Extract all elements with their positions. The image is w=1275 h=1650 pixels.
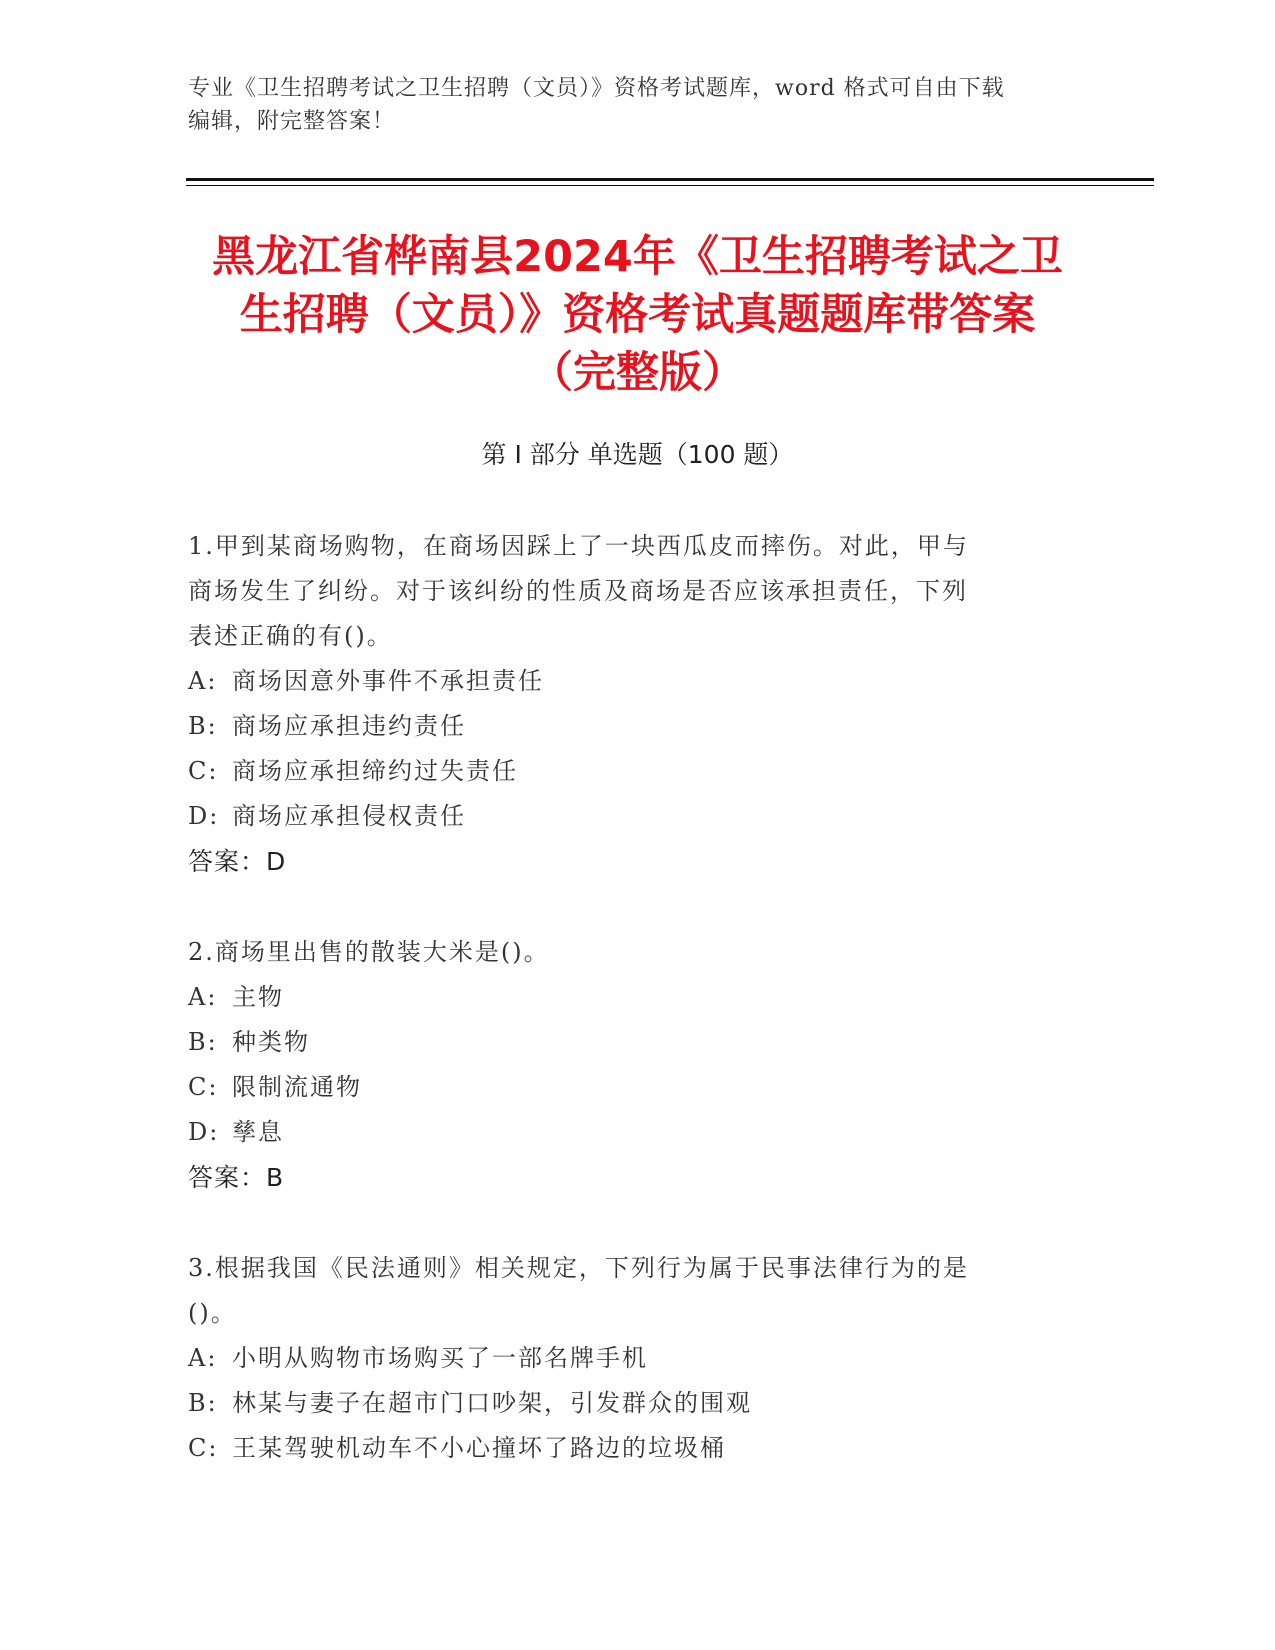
option-a (188, 1336, 1068, 1381)
option-a (188, 659, 1068, 704)
option-key: D: (188, 802, 220, 830)
option-d (188, 1110, 1068, 1155)
option-c (188, 1065, 1068, 1110)
option-key: A: (188, 983, 218, 1011)
question-3 (188, 1246, 1068, 1471)
section-heading: 第 I 部分 单选题（100 题） (481, 440, 794, 469)
option-a (188, 975, 1068, 1020)
option-b (188, 1020, 1068, 1065)
title-line-1: 黑龙江省桦南县2024年《卫生招聘考试之卫 (212, 232, 1063, 282)
option-key: C: (188, 1434, 219, 1462)
header-divider-thin (186, 185, 1154, 186)
title-line-3: （完整版） (530, 348, 745, 398)
option-key: B: (188, 1028, 218, 1056)
option-key: A: (188, 1344, 218, 1372)
question-stem-line: ()。 (188, 1299, 237, 1327)
option-key: C: (188, 1073, 219, 1101)
option-text: 商场应承担缔约过失责任 (232, 757, 518, 785)
header-note-line-1: 专业《卫生招聘考试之卫生招聘（文员）》资格考试题库，word 格式可自由下载 (188, 76, 1005, 101)
option-b (188, 1381, 1068, 1426)
document-title (150, 228, 1125, 402)
question-answer: 答案：B (188, 1163, 285, 1192)
question-1 (188, 524, 1068, 884)
option-text: 王某驾驶机动车不小心撞坏了路边的垃圾桶 (232, 1434, 726, 1462)
option-text: 小明从购物市场购买了一部名牌手机 (232, 1344, 648, 1372)
option-text: 商场应承担侵权责任 (232, 802, 466, 830)
header-note (188, 72, 1088, 138)
option-text: 商场应承担违约责任 (232, 712, 466, 740)
question-stem-line: 2.商场里出售的散装大米是()。 (188, 938, 550, 966)
option-text: 种类物 (232, 1028, 310, 1056)
option-b (188, 704, 1068, 749)
header-note-line-2: 编辑，附完整答案！ (188, 109, 396, 134)
option-key: A: (188, 667, 218, 695)
question-2 (188, 930, 1068, 1200)
option-key: D: (188, 1118, 220, 1146)
question-stem-line: 1.甲到某商场购物，在商场因踩上了一块西瓜皮而摔伤。对此，甲与 (188, 532, 969, 560)
header-divider-thick (186, 178, 1154, 181)
question-stem-line: 3.根据我国《民法通则》相关规定，下列行为属于民事法律行为的是 (188, 1254, 969, 1282)
question-stem-line: 表述正确的有()。 (188, 622, 393, 650)
option-text: 主物 (232, 983, 284, 1011)
title-line-2: 生招聘（文员）》资格考试真题题库带答案 (239, 290, 1036, 340)
option-key: B: (188, 1389, 218, 1417)
option-c (188, 749, 1068, 794)
option-text: 孳息 (232, 1118, 284, 1146)
question-stem-line: 商场发生了纠纷。对于该纠纷的性质及商场是否应该承担责任，下列 (188, 577, 968, 605)
question-answer: 答案：D (188, 847, 287, 876)
option-key: B: (188, 712, 218, 740)
option-d (188, 794, 1068, 839)
option-c (188, 1426, 1068, 1471)
option-text: 商场因意外事件不承担责任 (232, 667, 544, 695)
option-text: 林某与妻子在超市门口吵架，引发群众的围观 (232, 1389, 752, 1417)
option-text: 限制流通物 (232, 1073, 362, 1101)
option-key: C: (188, 757, 219, 785)
